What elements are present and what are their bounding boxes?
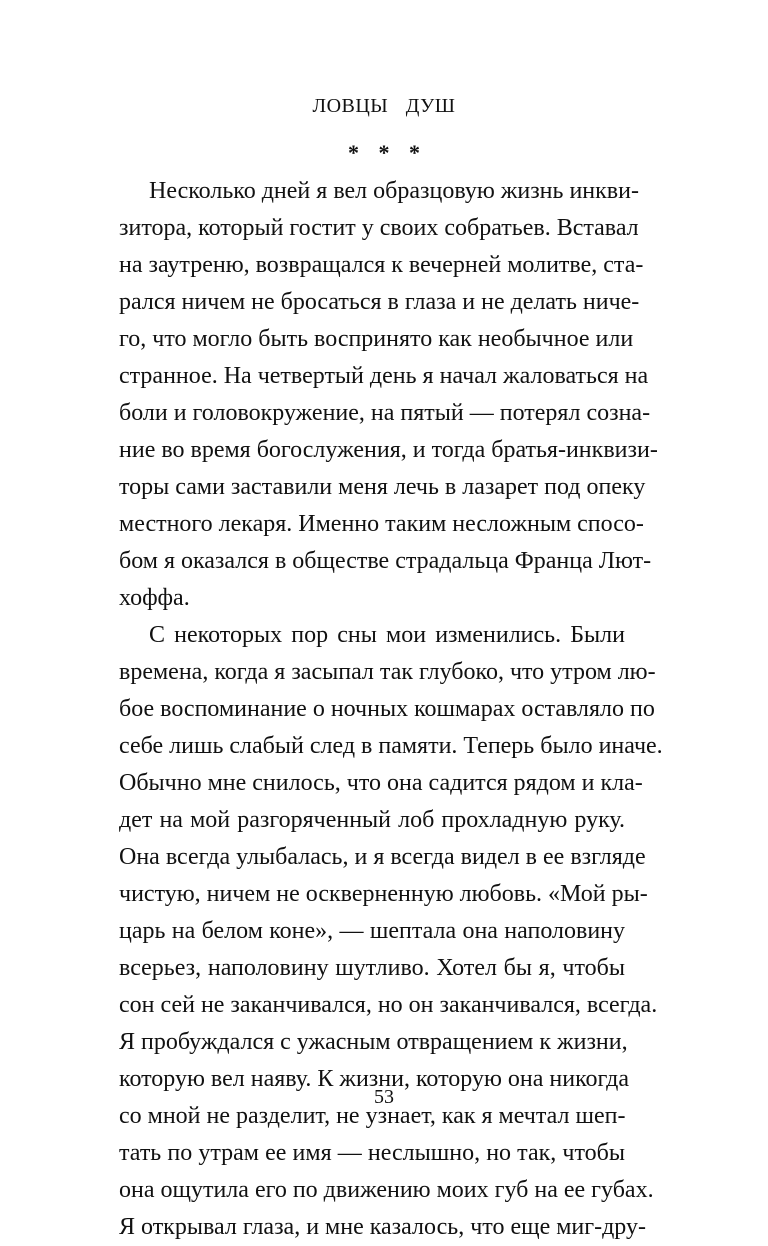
text-line: хоффа. — [119, 585, 190, 611]
text-line: времена, когда я засыпал так глубоко, что утром лю- — [119, 659, 656, 685]
text-line: на заутреню, возвращался к вечерней молитве, ста- — [119, 252, 644, 278]
text-line: Она всегда улыбалась, и я всегда видел в ее взгляде — [119, 844, 646, 870]
text-line: которую вел наяву. К жизни, которую она никогда — [119, 1066, 630, 1092]
text-line: бом я оказался в обществе страдальца Франца Лют- — [119, 548, 652, 574]
text-line: боли и головокружение, на пятый — потерял созна- — [119, 400, 651, 426]
text-line: торы сами заставили меня лечь в лазарет под опеку — [119, 474, 646, 500]
text-line: дет на мой разгоряченный лоб прохладную руку. — [119, 807, 625, 833]
running-title: ЛОВЦЫ ДУШ — [312, 95, 456, 117]
text-line: С некоторых пор сны мои изменились. Были — [149, 622, 625, 648]
text-line: Я пробуждался с ужасным отвращением к жизни, — [119, 1029, 628, 1055]
text-line: она ощутила его по движению моих губ на ее губах. — [119, 1177, 654, 1203]
text-line: себе лишь слабый след в памяти. Теперь было иначе. — [119, 733, 663, 759]
section-separator: * * * — [348, 140, 420, 165]
text-line: зитора, который гостит у своих собратьев. Вставал — [119, 215, 639, 241]
text-line: тать по утрам ее имя — неслышно, но так, чтобы — [119, 1140, 625, 1166]
text-line: Обычно мне снилось, что она садится рядом и кла- — [119, 770, 643, 796]
text-line: ние во время богослужения, и тогда братья-инквизи- — [119, 437, 658, 463]
text-line: бое воспоминание о ночных кошмарах оставляло по — [119, 696, 655, 722]
text-line: царь на белом коне», — шептала она наполовину — [119, 918, 625, 944]
text-line: со мной не разделит, не узнает, как я мечтал шеп- — [119, 1103, 626, 1129]
text-line: чистую, ничем не оскверненную любовь. «Мой ры- — [119, 881, 648, 907]
page-number: 53 — [374, 1086, 394, 1108]
text-line: Я открывал глаза, и мне казалось, что еще миг-дру- — [119, 1214, 646, 1240]
text-line: местного лекаря. Именно таким несложным спосо- — [119, 511, 644, 537]
text-line: сон сей не заканчивался, но он заканчивался, всегда. — [119, 992, 658, 1018]
text-line: странное. На четвертый день я начал жаловаться на — [119, 363, 649, 389]
text-line: рался ничем не бросаться в глаза и не делать ниче- — [119, 289, 640, 315]
text-line: го, что могло быть воспринято как необычное или — [119, 326, 634, 352]
text-line: Несколько дней я вел образцовую жизнь инкви- — [149, 178, 639, 204]
text-line: всерьез, наполовину шутливо. Хотел бы я, чтобы — [119, 955, 625, 981]
